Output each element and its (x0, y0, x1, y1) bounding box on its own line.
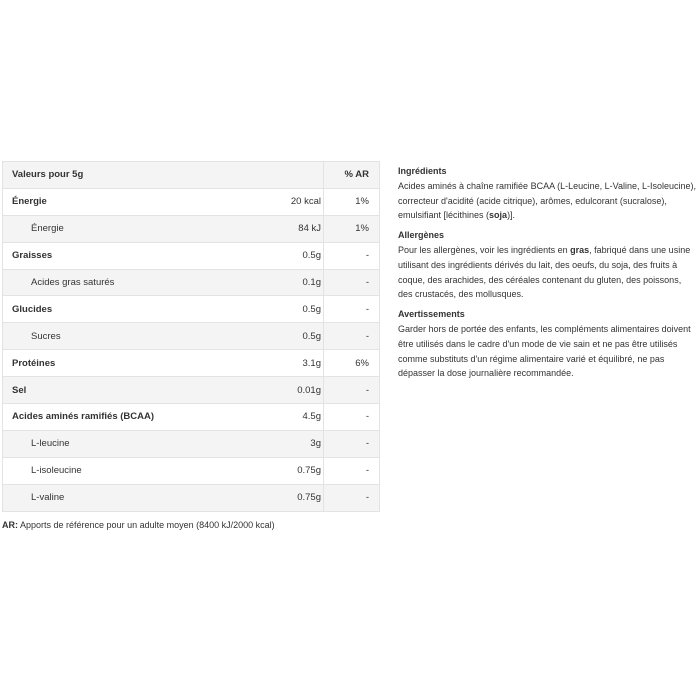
warnings-title: Avertissements (398, 309, 465, 320)
table-row (3, 269, 380, 296)
table-row (3, 484, 380, 511)
row-label: Acides aminés ramifiés (BCAA) (3, 404, 275, 431)
row-value: 0.5g (274, 323, 324, 350)
row-label: Énergie (3, 215, 275, 242)
product-info (398, 164, 698, 386)
nutrition-table (2, 161, 380, 512)
footnote-text: Apports de référence pour un adulte moyen (8400 kJ/2000 kcal) (18, 520, 275, 530)
row-ar: - (324, 377, 380, 404)
warnings-text: Garder hors de portée des enfants, les compléments alimentaires doivent être utilisés dans le cadre d'un mode de vie sain et ne pas être utilisés comme substituts d'un régime alimentaire varié et équilibré, ne pas dépasser la dose journalière recommandée. (398, 323, 691, 379)
table-row (3, 323, 380, 350)
row-value: 0.5g (274, 242, 324, 269)
ingredients-text: Acides aminés à chaîne ramifiée BCAA (L-Leucine, L-Valine, L-Isoleucine), correcteur d'acidité (acide citrique), arômes, edulcorant (sucralose), emulsifiant [lécithines (soja)]. (398, 180, 696, 221)
table-row (3, 296, 380, 323)
row-label: Protéines (3, 350, 275, 377)
row-label: Sel (3, 377, 275, 404)
row-ar: 6% (324, 350, 380, 377)
row-label: Glucides (3, 296, 275, 323)
row-label: L-isoleucine (3, 457, 275, 484)
table-row (3, 350, 380, 377)
row-value: 3g (274, 430, 324, 457)
row-label: L-leucine (3, 430, 275, 457)
row-ar: - (324, 484, 380, 511)
row-value: 0.75g (274, 484, 324, 511)
header-label: Valeurs pour 5g (3, 162, 275, 189)
header-ar: % AR (324, 162, 380, 189)
row-label: Acides gras saturés (3, 269, 275, 296)
nutrition-table-header (3, 162, 380, 189)
row-value: 84 kJ (274, 215, 324, 242)
row-value: 0.01g (274, 377, 324, 404)
ingredients-title: Ingrédients (398, 166, 447, 176)
row-ar: - (324, 242, 380, 269)
row-ar: 1% (324, 188, 380, 215)
footnote-abbr: AR: (2, 520, 18, 530)
table-row (3, 242, 380, 269)
table-row (3, 430, 380, 457)
header-value (274, 162, 324, 189)
row-value: 0.75g (274, 457, 324, 484)
row-label: Sucres (3, 323, 275, 350)
row-label: Énergie (3, 188, 275, 215)
table-row (3, 457, 380, 484)
row-ar: - (324, 430, 380, 457)
table-row (3, 188, 380, 215)
table-row (3, 215, 380, 242)
footnote (2, 520, 275, 530)
row-label: Graisses (3, 242, 275, 269)
allergens-text: Pour les allergènes, voir les ingrédients en gras, fabriqué dans une usine utilisant des ingrédients dérivés du lait, des oeufs, du soja, des fruits à coque, des arachides, des céréales contenant du gluten, des poissons, des crustacés, des mollusques. (398, 244, 691, 300)
row-value: 0.1g (274, 269, 324, 296)
row-ar: - (324, 457, 380, 484)
table-row (3, 404, 380, 431)
row-ar: - (324, 269, 380, 296)
row-value: 20 kcal (274, 188, 324, 215)
row-value: 3.1g (274, 350, 324, 377)
allergens-title: Allergènes (398, 230, 445, 241)
row-ar: - (324, 323, 380, 350)
row-ar: - (324, 404, 380, 431)
row-ar: 1% (324, 215, 380, 242)
row-ar: - (324, 296, 380, 323)
row-label: L-valine (3, 484, 275, 511)
table-row (3, 377, 380, 404)
row-value: 0.5g (274, 296, 324, 323)
row-value: 4.5g (274, 404, 324, 431)
